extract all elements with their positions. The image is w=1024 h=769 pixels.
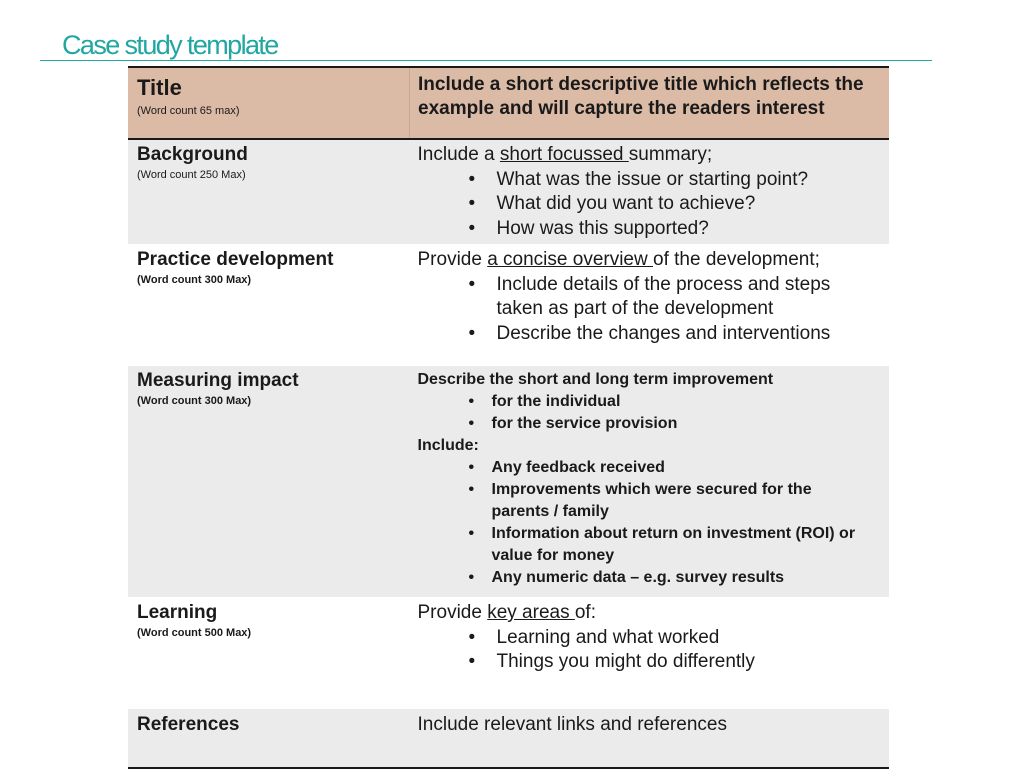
practice-content-cell bbox=[410, 244, 890, 366]
background-content-cell bbox=[410, 140, 890, 244]
row-label: Measuring impact bbox=[137, 370, 299, 391]
row-label: References bbox=[137, 714, 240, 735]
learning-label-cell bbox=[128, 597, 410, 709]
list-item: • What did you want to achieve? bbox=[418, 192, 890, 217]
title-label-cell bbox=[128, 67, 410, 138]
table-row-learning bbox=[128, 597, 889, 709]
include-heading: Include: bbox=[417, 437, 479, 454]
title-divider bbox=[40, 60, 932, 61]
list-item: • How was this supported? bbox=[418, 217, 890, 242]
bullet-icon: • bbox=[468, 322, 476, 344]
table-row-references bbox=[128, 709, 889, 768]
table-row-practice-development bbox=[128, 244, 889, 366]
bullet-icon: • bbox=[468, 415, 475, 432]
measuring-label-cell bbox=[128, 366, 410, 597]
word-count-note: (Word count 250 Max) bbox=[137, 169, 246, 181]
word-count-note: (Word count 500 Max) bbox=[137, 627, 252, 639]
bullet-list bbox=[418, 168, 890, 242]
table-row-title bbox=[128, 67, 889, 138]
bullet-icon: • bbox=[468, 651, 476, 672]
bullet-icon: • bbox=[468, 217, 476, 239]
title-content-cell bbox=[410, 67, 890, 138]
bullet-icon: • bbox=[468, 626, 476, 648]
list-item: • Things you might do differently bbox=[418, 650, 890, 675]
references-label-cell bbox=[128, 709, 410, 768]
bullet-list bbox=[418, 626, 890, 675]
bullet-icon: • bbox=[468, 168, 476, 190]
list-item: • Any numeric data – e.g. survey results bbox=[418, 567, 890, 589]
bullet-list bbox=[418, 273, 890, 347]
background-label-cell bbox=[128, 140, 410, 244]
table-row-measuring-impact bbox=[128, 366, 889, 597]
list-item: • Any feedback received bbox=[418, 457, 890, 479]
list-item: • Include details of the process and steps taken as part of the development bbox=[468, 273, 831, 319]
bullet-icon: • bbox=[468, 569, 475, 586]
list-item: • Information about return on investment (ROI) or value for money bbox=[468, 525, 856, 564]
page-title: Case study template bbox=[62, 30, 278, 60]
bullet-icon: • bbox=[468, 273, 476, 295]
measuring-content-cell bbox=[410, 366, 890, 597]
bullet-icon: • bbox=[468, 525, 475, 542]
word-count-note: (Word count 65 max) bbox=[137, 105, 240, 117]
row-content: Include relevant links and references bbox=[417, 714, 727, 735]
bullet-icon: • bbox=[468, 481, 475, 498]
row-label: Title bbox=[137, 75, 182, 100]
list-item: • for the service provision bbox=[418, 413, 890, 435]
row-intro: Describe the short and long term improvement bbox=[417, 371, 774, 388]
row-intro: Include a short focussed summary; bbox=[417, 144, 713, 165]
word-count-note: (Word count 300 Max) bbox=[137, 274, 252, 286]
list-item: • Describe the changes and interventions bbox=[418, 322, 890, 347]
bullet-list bbox=[418, 391, 890, 435]
row-label: Background bbox=[137, 144, 248, 165]
word-count-note: (Word count 300 Max) bbox=[137, 395, 252, 407]
bullet-icon: • bbox=[468, 193, 476, 214]
row-label: Practice development bbox=[137, 249, 334, 270]
list-item: • What was the issue or starting point? bbox=[418, 168, 890, 193]
learning-content-cell bbox=[410, 597, 890, 709]
case-study-table bbox=[128, 66, 889, 769]
bullet-icon: • bbox=[468, 393, 475, 410]
row-intro: Provide key areas of: bbox=[417, 602, 596, 623]
list-item: • for the individual bbox=[418, 391, 890, 413]
references-content-cell bbox=[410, 709, 890, 768]
list-item: • Improvements which were secured for the parents / family bbox=[468, 481, 812, 520]
bullet-icon: • bbox=[468, 459, 475, 476]
bullet-list bbox=[418, 457, 890, 589]
row-label: Learning bbox=[137, 602, 218, 623]
row-content: Include a short descriptive title which reflects the example and will capture the readers interest bbox=[418, 74, 864, 119]
table-row-background bbox=[128, 140, 889, 244]
practice-label-cell bbox=[128, 244, 410, 366]
row-intro: Provide a concise overview of the development; bbox=[417, 249, 820, 270]
list-item: • Learning and what worked bbox=[418, 626, 890, 651]
